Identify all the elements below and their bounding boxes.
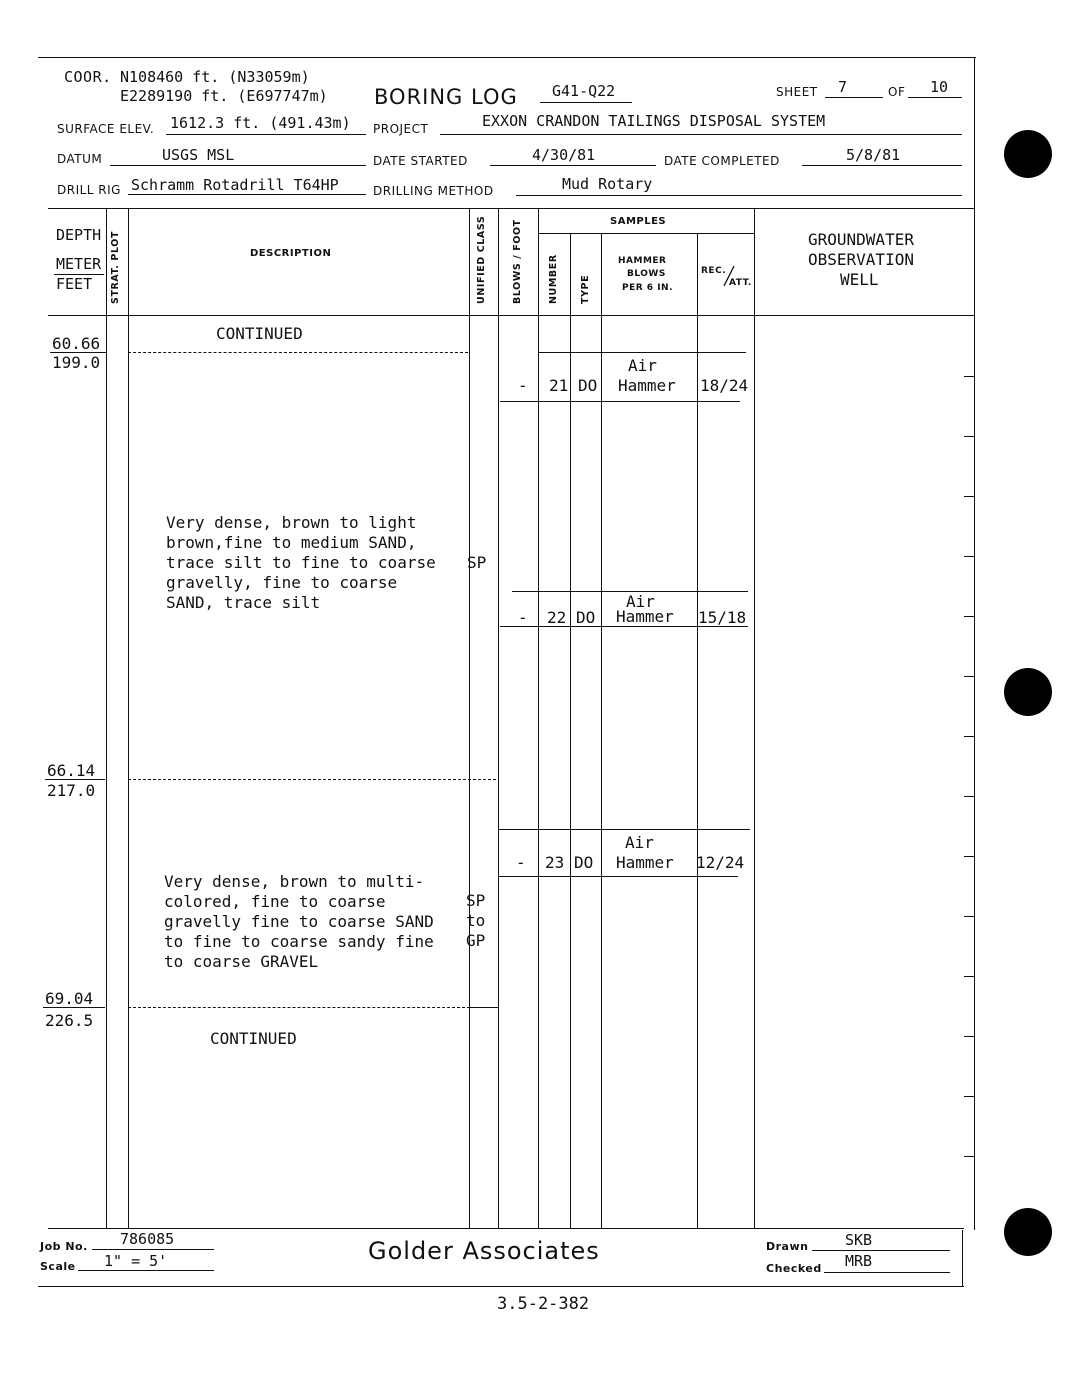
job-no-underline [92,1249,214,1250]
depth-feet-2: 217.0 [47,781,96,800]
scale-tick [964,436,974,437]
sample-hammer-1: Air [628,356,657,375]
col-line-strat [128,208,129,1228]
col-hammer-header-2: BLOWS [627,269,666,279]
scale-value: 1" = 5' [104,1252,168,1270]
date-completed-value: 5/8/81 [846,146,901,164]
scale-tick [964,1036,974,1037]
col-type-header: TYPE [580,274,591,304]
depth-divider-3 [43,1007,105,1008]
date-completed-label: DATE COMPLETED [664,154,780,168]
col-line-desc [469,208,470,1228]
drill-rig-value: Schramm Rotadrill T64HP [131,176,339,194]
drilling-method-label: DRILLING METHOD [373,184,494,198]
sample-hammer-1: Air [626,592,655,611]
depth-scale-ticks [950,316,974,1228]
binder-hole-top [1004,130,1052,178]
col-blows-foot-header: BLOWS / FOOT [512,219,523,304]
scale-tick [964,376,974,377]
sample-type: DO [578,376,598,395]
scale-tick [964,1096,974,1097]
date-completed-underline [802,165,962,166]
col-line-class [498,208,499,1228]
sample-row-22 [500,592,756,626]
footer [0,1228,1068,1288]
drilling-method-underline [516,195,962,196]
scale-underline [78,1270,214,1271]
sample-rec-att: 18/24 [700,376,749,395]
coor-label: COOR. [64,68,112,86]
scale-tick [964,1156,974,1157]
binder-hole-middle [1004,668,1052,716]
scale-tick [964,916,974,917]
col-groundwater-header-1: GROUNDWATER [808,230,914,249]
stratum-1-class: SP [467,553,487,572]
binder-hole-bottom [1004,1208,1052,1256]
scale-label: Scale [40,1260,76,1273]
checked-value: MRB [845,1252,873,1270]
project-underline [440,134,962,135]
scale-tick [964,676,974,677]
sample-number: 21 [549,376,569,395]
checked-label: Checked [766,1262,822,1275]
date-started-label: DATE STARTED [373,154,468,168]
sample-hammer-2: Hammer [616,853,674,872]
sheet-number: 7 [838,78,848,96]
col-description-header: DESCRIPTION [250,248,332,259]
col-feet-header: FEET [56,275,93,293]
depth-meter-1: 60.66 [52,334,101,353]
sample-blows: - [518,608,528,627]
col-depth-header: DEPTH [56,226,102,244]
col-strat-header: STRAT. PLOT [110,230,121,304]
table-header [0,208,1068,316]
continued-bottom-label: CONTINUED [210,1029,297,1048]
surface-elev-underline [166,134,366,135]
drawn-value: SKB [845,1231,873,1249]
depth-meter-3: 69.04 [45,989,94,1008]
stratum-boundary-3 [128,1007,470,1008]
datum-underline [110,165,366,166]
col-att-header: ATT. [729,278,752,288]
rec-att-slash [722,264,736,288]
col-meter-header: METER [56,255,102,273]
continued-top-label: CONTINUED [216,324,303,343]
datum-label: DATUM [57,152,103,166]
scale-tick [964,556,974,557]
date-started-value: 4/30/81 [532,146,596,164]
scale-tick [964,616,974,617]
project-label: PROJECT [373,122,429,136]
scale-tick [964,976,974,977]
col-groundwater-header-2: OBSERVATION [808,250,914,269]
stratum-1-description: Very dense, brown to light brown,fine to medium SAND, trace silt to fine to coarse gravelly, fine to coarse SAND, trace silt [166,513,436,612]
surface-elev-value: 1612.3 ft. (491.43m) [170,114,351,132]
page-number: 3.5-2-382 [497,1294,590,1314]
datum-value: USGS MSL [162,146,235,164]
sample-number: 23 [545,853,565,872]
col-hammer-header-1: HAMMER [618,256,667,266]
job-no-value: 786085 [120,1230,175,1248]
col-rec-header: REC. [701,266,727,276]
company-name: Golder Associates [368,1237,600,1265]
stratum-2-description: Very dense, brown to multi- colored, fine to coarse gravelly fine to coarse SAND to fine to coarse sandy fine to coarse GRAVEL [164,872,434,971]
scale-tick [964,856,974,857]
depth-feet-3: 226.5 [45,1011,94,1030]
col-line-depth [106,208,107,1228]
log-id-underline [540,102,632,103]
stratum-boundary-2 [128,779,496,780]
sample-hammer-2: Hammer [618,376,676,395]
drilling-method-value: Mud Rotary [562,175,653,193]
depth-feet-1: 199.0 [52,353,101,372]
class-boundary-3 [469,1007,498,1008]
drill-rig-label: DRILL RIG [57,183,121,197]
sample-1-top [538,352,746,353]
sample-row-23 [500,831,756,875]
sheet-total-underline [908,97,962,98]
sample-hammer-2: Hammer [616,607,674,626]
boring-log-title: BORING LOG [374,85,518,109]
sample-type: DO [576,608,596,627]
sample-3-bottom [498,876,738,877]
surface-elev-label: SURFACE ELEV. [57,122,155,136]
sample-rec-att: 12/24 [696,853,745,872]
sample-type: DO [574,853,594,872]
col-hammer-header-3: PER 6 IN. [622,283,674,293]
drawn-label: Drawn [766,1240,809,1253]
col-groundwater-header-3: WELL [840,270,879,289]
sample-rec-att: 15/18 [698,608,747,627]
depth-meter-2: 66.14 [47,761,96,780]
sample-row-21 [500,354,756,400]
sheet-label: SHEET [776,85,818,99]
header-block [0,0,1068,210]
scale-tick [964,496,974,497]
depth-divider-2 [45,779,105,780]
scale-tick [964,736,974,737]
col-unified-class-header: UNIFIED CLASS [476,215,487,304]
sample-1-bottom [500,401,740,402]
coor-northing: N108460 ft. (N33059m) [120,68,310,86]
project-value: EXXON CRANDON TAILINGS DISPOSAL SYSTEM [482,112,826,130]
sheet-total: 10 [930,78,949,96]
stratum-2-class: SP to GP [466,891,486,950]
stratum-boundary-1 [128,352,468,353]
coor-easting: E2289190 ft. (E697747m) [120,87,328,105]
drawn-underline [812,1250,950,1251]
sheet-number-underline [825,97,883,98]
date-started-underline [490,165,656,166]
job-no-label: Job No. [40,1240,88,1253]
col-number-header: NUMBER [548,254,559,304]
sample-hammer-1: Air [625,833,654,852]
sample-3-top [498,829,750,830]
of-label: OF [888,85,906,99]
col-samples-header: SAMPLES [610,216,667,227]
scale-tick [964,796,974,797]
sample-blows: - [518,376,528,395]
sample-blows: - [516,853,526,872]
log-id: G41-Q22 [552,82,616,100]
sample-number: 22 [547,608,567,627]
drill-rig-underline [128,194,366,195]
checked-underline [824,1272,950,1273]
